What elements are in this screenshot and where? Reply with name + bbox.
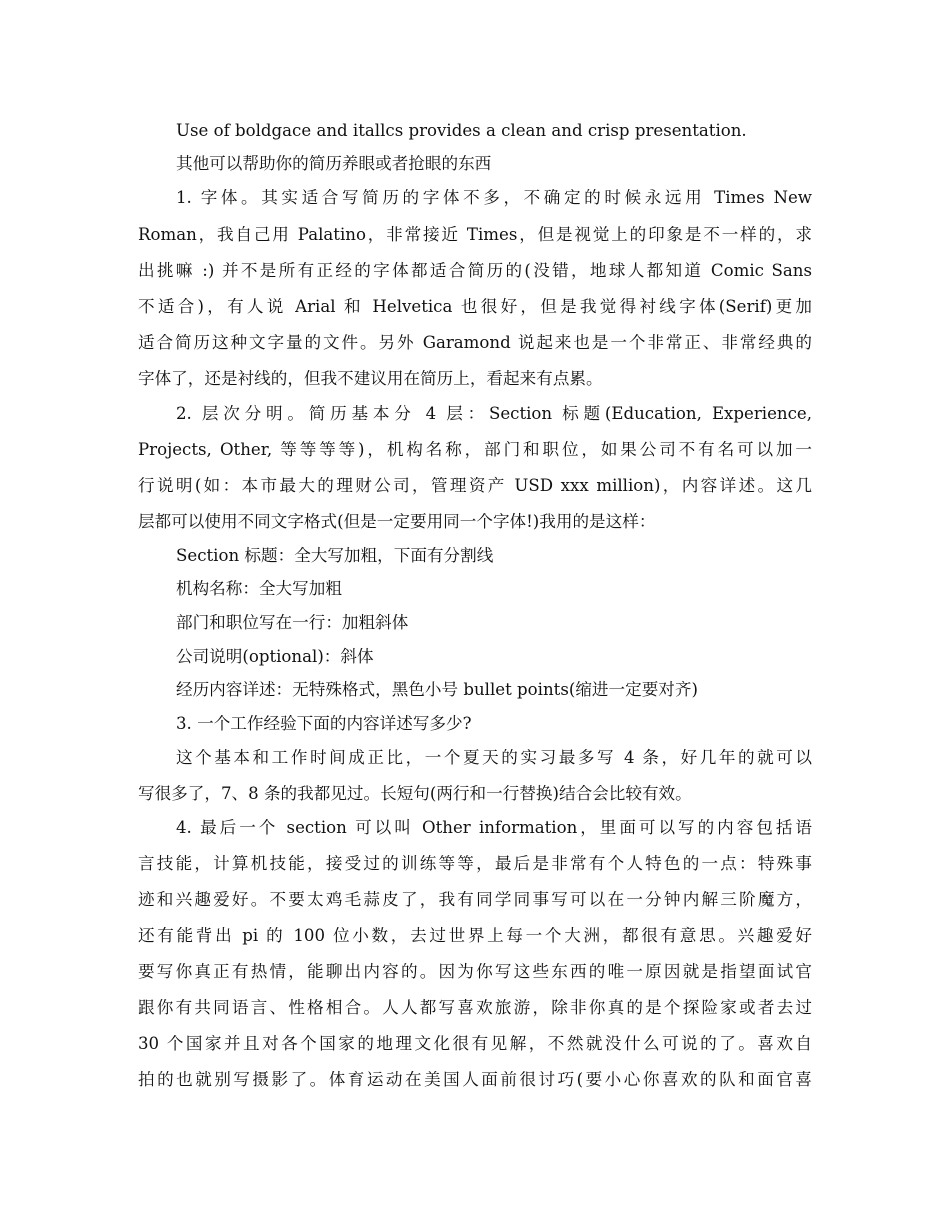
list-item: 经历内容详述：无特殊格式，黑色小号 bullet points(缩进一定要对齐) xyxy=(176,680,698,699)
text-line: 这个基本和工作时间成正比，一个夏天的实习最多写 4 条，好几年的就可以 xyxy=(176,748,812,767)
section-heading: 其他可以帮助你的简历养眼或者抢眼的东西 xyxy=(176,154,492,173)
text-line: 1. 字体。其实适合写简历的字体不多，不确定的时候永远用 Times New xyxy=(176,188,812,207)
text-line: 写很多了，7、8 条的我都见过。长短句(两行和一行替换)结合会比较有效。 xyxy=(138,784,692,803)
text-line: 2. 层次分明。简历基本分 4 层：Section 标题(Education, Experience, xyxy=(176,404,812,423)
text-line: 适合简历这种文字量的文件。另外 Garamond 说起来也是一个非常正、非常经典的 xyxy=(138,333,812,352)
text-line: 行说明(如：本市最大的理财公司，管理资产 USD xxx million)，内容详述。这几 xyxy=(138,476,812,495)
text-line: 言技能，计算机技能，接受过的训练等等，最后是非常有个人特色的一点：特殊事 xyxy=(138,854,812,873)
list-item: 机构名称：全大写加粗 xyxy=(176,579,342,598)
text-line: Roman，我自己用 Palatino，非常接近 Times，但是视觉上的印象是不一样的，求 xyxy=(138,225,812,244)
text-line: 要写你真正有热情，能聊出内容的。因为你写这些东西的唯一原因就是指望面试官 xyxy=(138,962,812,981)
text-line: 层都可以使用不同文字格式(但是一定要用同一个字体!)我用的是这样： xyxy=(138,512,656,531)
text-line: 还有能背出 pi 的 100 位小数，去过世界上每一个大洲，都很有意思。兴趣爱好 xyxy=(138,926,812,945)
text-line: 字体了，还是衬线的，但我不建议用在简历上，看起来有点累。 xyxy=(138,369,603,388)
text-line: 迹和兴趣爱好。不要太鸡毛蒜皮了，我有同学同事写可以在一分钟内解三阶魔方， xyxy=(138,890,812,909)
text-line: Use of boldgace and itallcs provides a clean and crisp presentation. xyxy=(176,121,747,140)
text-line: 跟你有共同语言、性格相合。人人都写喜欢旅游，除非你真的是个探险家或者去过 xyxy=(138,998,812,1017)
text-line: Projects, Other, 等等等等)，机构名称，部门和职位，如果公司不有名可以加一 xyxy=(138,440,812,459)
list-item: 公司说明(optional)：斜体 xyxy=(176,647,374,666)
text-line: 4. 最后一个 section 可以叫 Other information，里面可以写的内容包括语 xyxy=(176,818,812,837)
text-line: 拍的也就别写摄影了。体育运动在美国人面前很讨巧(要小心你喜欢的队和面官喜 xyxy=(138,1070,812,1089)
text-line: 3. 一个工作经验下面的内容详述写多少? xyxy=(176,714,472,733)
text-line: 不适合)，有人说 Arial 和 Helvetica 也很好，但是我觉得衬线字体(Serif)更加 xyxy=(138,297,812,316)
list-item: 部门和职位写在一行：加粗斜体 xyxy=(176,613,409,632)
list-item: Section 标题：全大写加粗，下面有分割线 xyxy=(176,546,494,565)
text-line: 出挑嘛 :) 并不是所有正经的字体都适合简历的(没错，地球人都知道 Comic Sans xyxy=(138,261,812,280)
text-line: 30 个国家并且对各个国家的地理文化很有见解，不然就没什么可说的了。喜欢自 xyxy=(138,1034,812,1053)
